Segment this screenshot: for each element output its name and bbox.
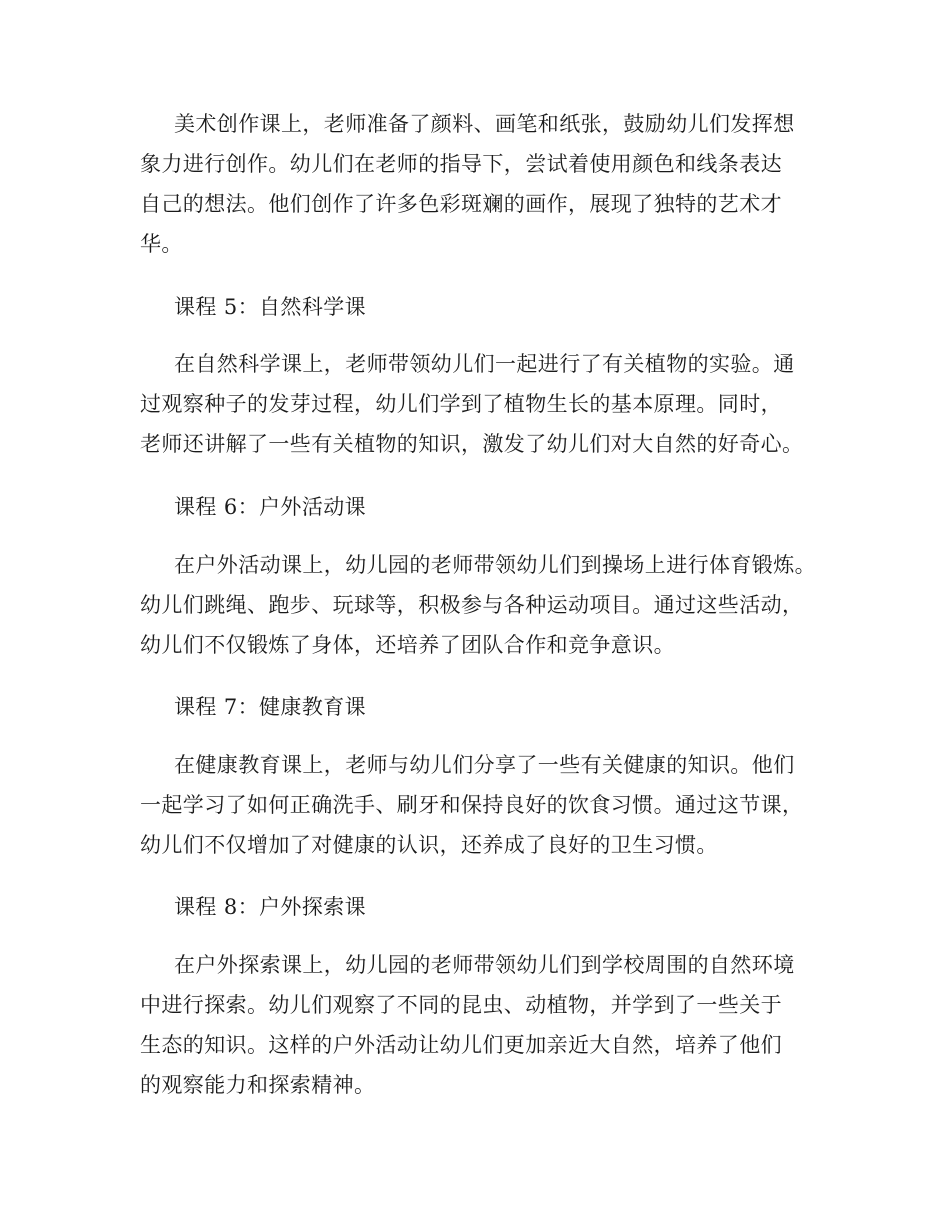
paragraph-line: 一起学习了如何正确洗手、刷牙和保持良好的饮食习惯。通过这节课， <box>140 793 804 817</box>
paragraph-line: 在户外活动课上，幼儿园的老师带领幼儿们到操场上进行体育锻炼。 <box>174 553 816 577</box>
paragraph-line: 华。 <box>140 232 183 256</box>
course-heading-6: 课程 6：户外活动课 <box>174 495 367 519</box>
paragraph-art-creation <box>140 104 830 264</box>
paragraph-line: 幼儿们跳绳、跑步、玩球等，积极参与各种运动项目。通过这些活动， <box>140 593 804 617</box>
paragraph-line: 生态的知识。这样的户外活动让幼儿们更加亲近大自然，培养了他们 <box>140 1033 782 1057</box>
course-heading-8: 课程 8：户外探索课 <box>174 895 367 919</box>
paragraph-course-8 <box>140 945 830 1105</box>
paragraph-line: 老师还讲解了一些有关植物的知识，激发了幼儿们对大自然的好奇心。 <box>140 432 804 456</box>
paragraph-line: 在健康教育课上，老师与幼儿们分享了一些有关健康的知识。他们 <box>174 753 795 777</box>
paragraph-line: 幼儿们不仅锻炼了身体，还培养了团队合作和竞争意识。 <box>140 633 675 657</box>
paragraph-course-5 <box>140 344 830 464</box>
paragraph-line: 在自然科学课上，老师带领幼儿们一起进行了有关植物的实验。通 <box>174 352 795 376</box>
paragraph-line: 的观察能力和探索精神。 <box>140 1073 376 1097</box>
course-heading-5: 课程 5：自然科学课 <box>174 295 367 319</box>
paragraph-line: 过观察种子的发芽过程，幼儿们学到了植物生长的基本原理。同时， <box>140 392 782 416</box>
paragraph-line: 美术创作课上，老师准备了颜料、画笔和纸张，鼓励幼儿们发挥想 <box>174 112 795 136</box>
paragraph-course-7 <box>140 745 830 865</box>
paragraph-course-6 <box>140 545 830 665</box>
paragraph-line: 自己的想法。他们创作了许多色彩斑斓的画作，展现了独特的艺术才 <box>140 192 782 216</box>
paragraph-line: 中进行探索。幼儿们观察了不同的昆虫、动植物，并学到了一些关于 <box>140 993 782 1017</box>
paragraph-line: 在户外探索课上，幼儿园的老师带领幼儿们到学校周围的自然环境 <box>174 953 795 977</box>
paragraph-line: 幼儿们不仅增加了对健康的认识，还养成了良好的卫生习惯。 <box>140 833 718 857</box>
paragraph-line: 象力进行创作。幼儿们在老师的指导下，尝试着使用颜色和线条表达 <box>140 152 782 176</box>
course-heading-7: 课程 7：健康教育课 <box>174 695 367 719</box>
